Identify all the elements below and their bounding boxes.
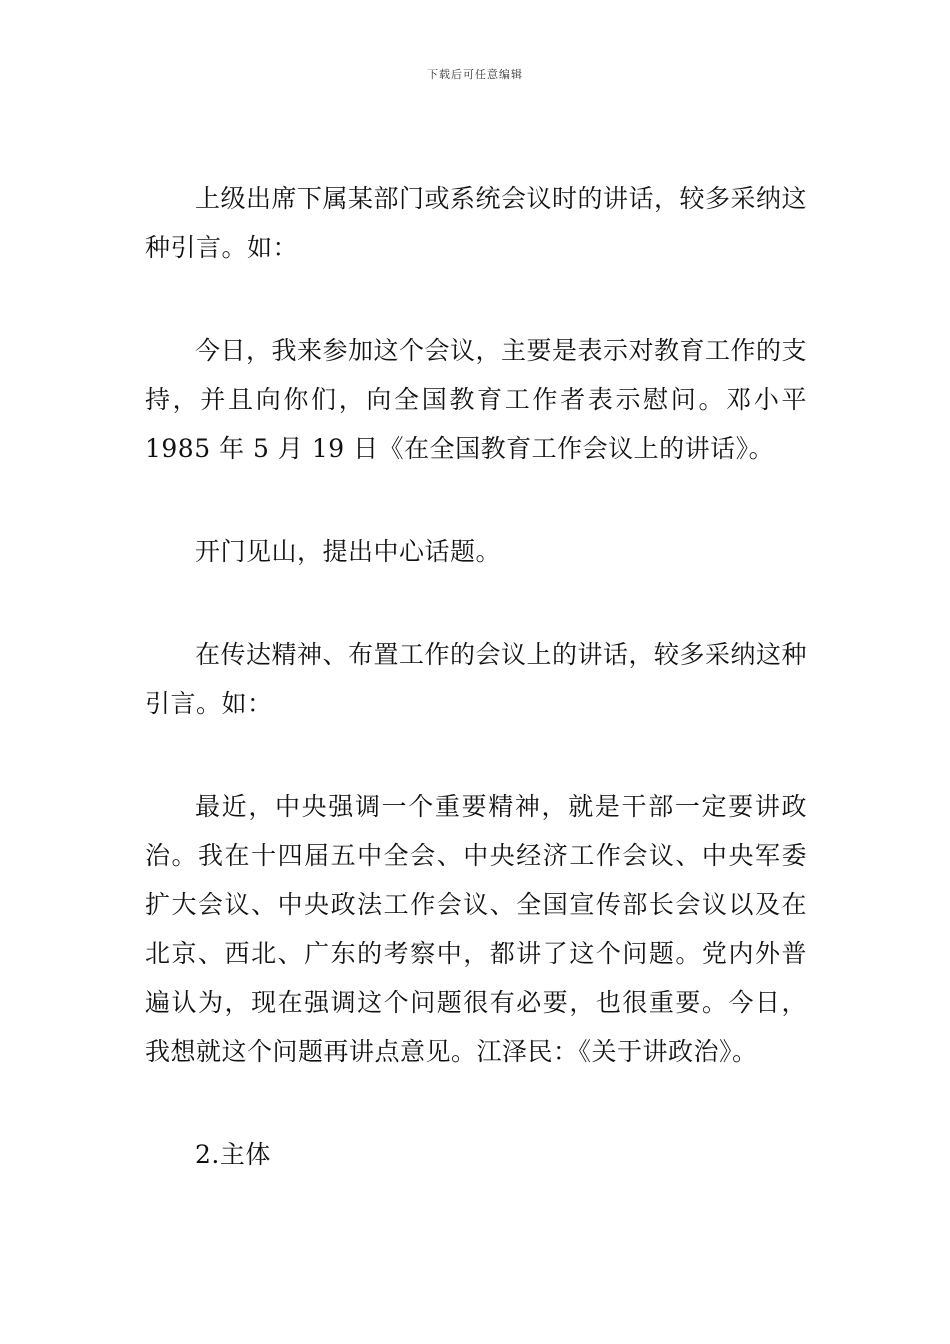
page-header-note: 下载后可任意编辑 [427,68,523,81]
paragraph-intro-conveying-spirit: 在传达精神、布置工作的会议上的讲话，较多采纳这种引言。如： [145,640,808,718]
paragraph-deng-xiaoping-quote: 今日，我来参加这个会议，主要是表示对教育工作的支持，并且向你们，向全国教育工作者表示慰问。邓小平 1985 年 5 月 19 日《在全国教育工作会议上的讲话》。 [145,336,808,463]
section-heading-main-body: 2.主体 [195,1140,271,1169]
document-body [145,174,807,1179]
paragraph-open-topic: 开门见山，提出中心话题。 [195,537,502,566]
paragraph-jiang-zemin-quote: 最近，中央强调一个重要精神，就是干部一定要讲政治。我在十四届五中全会、中央经济工作会议、中央军委扩大会议、中央政法工作会议、全国宣传部长会议以及在北京、西北、广东的考察中，都讲了这个问题。党内外普遍认为，现在强调这个问题很有必要，也很重要。今日，我想就这个问题再讲点意见。江泽民：《关于讲政治》。 [145,792,807,1066]
paragraph-intro-senior-speech: 上级出席下属某部门或系统会议时的讲话，较多采纳这种引言。如： [145,184,808,262]
